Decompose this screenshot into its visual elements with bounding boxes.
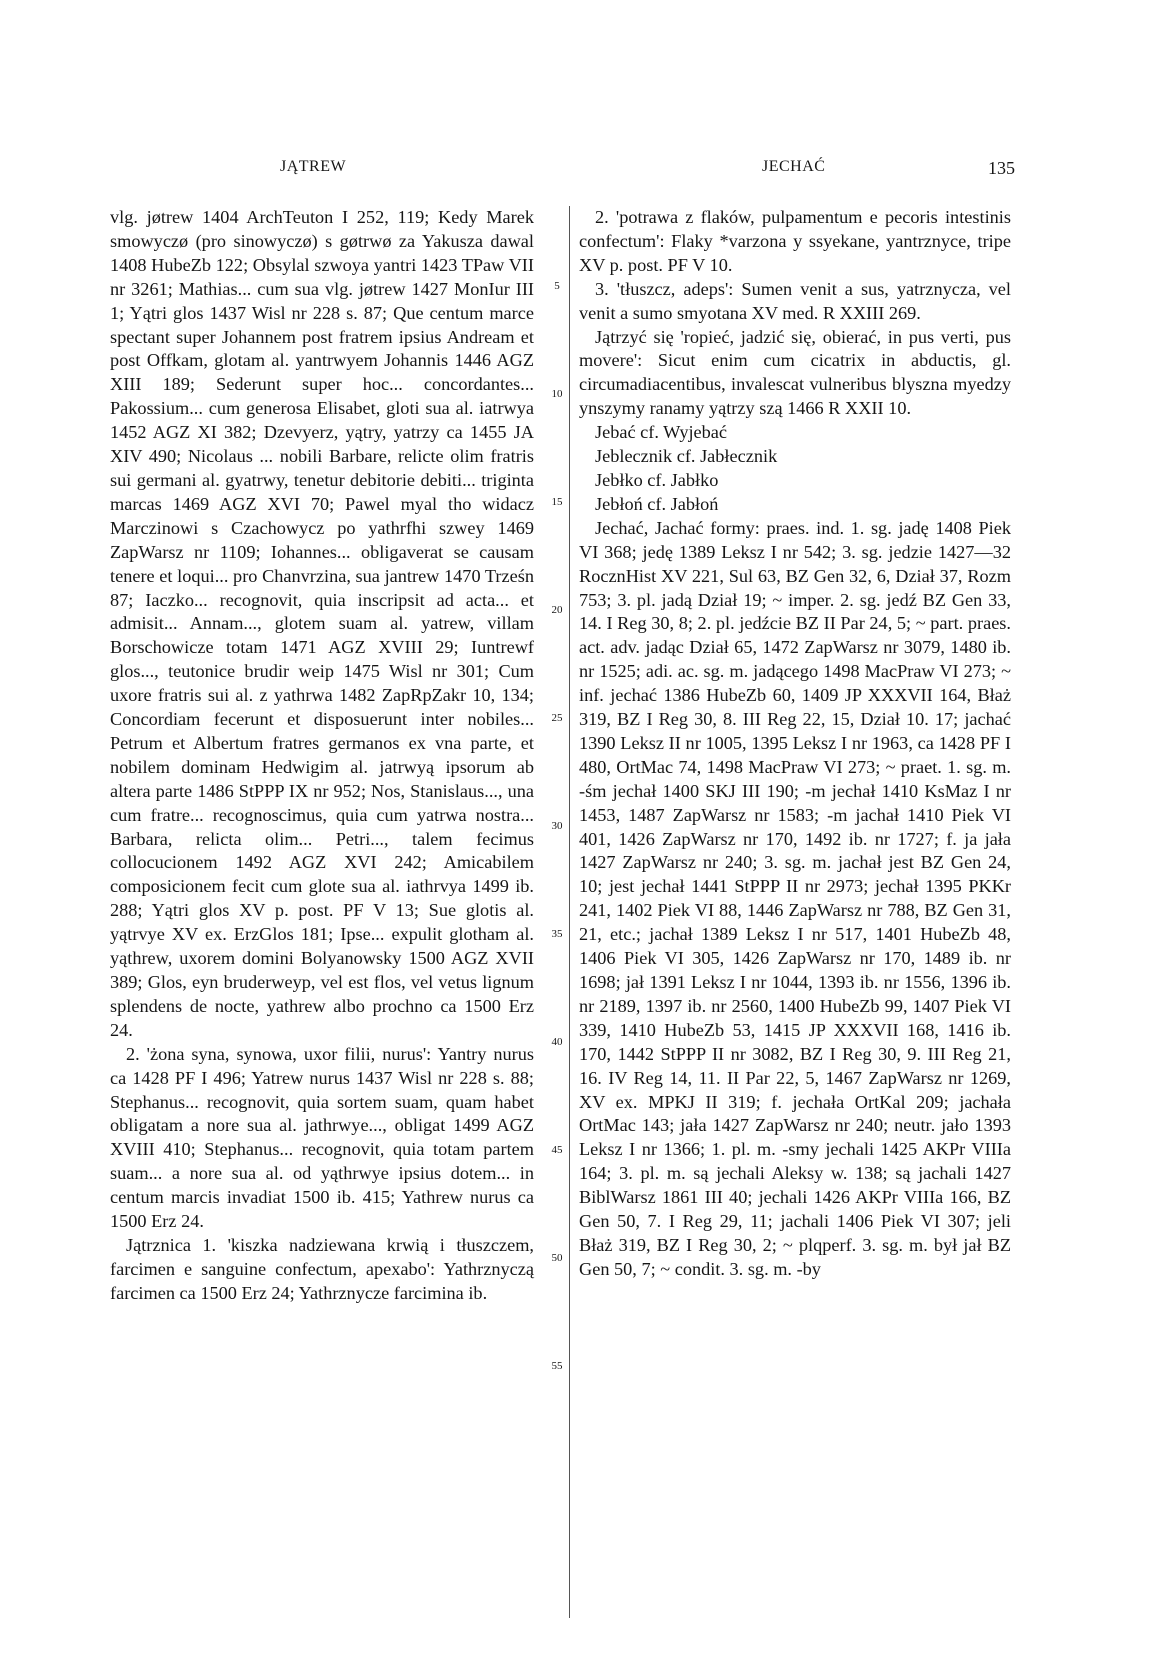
xref-jeblecznik: Jeblecznik cf. Jabłecznik bbox=[595, 446, 778, 467]
line-number: 50 bbox=[551, 1252, 563, 1264]
entry-jatrzyc-sie: Jątrzyć się 'ropieć, jadzić się, obierać, in pus verti, pus movere': Sicut enim cum cicatrix in abductis, gl. circumadiacentibus, invalescat vulneribus blyszna myedzy ynszymy ranamy yątrzy szą 1466 R XXII 10. bbox=[579, 326, 1011, 419]
line-number: 45 bbox=[551, 1144, 563, 1156]
entry-jatrznica-sense-2: 2. 'potrawa z flaków, pulpamentum e pecoris intestinis confectum': Flaky *varzona y ssyekane, yantrznyce, tripe XV p. post. PF V 10. bbox=[579, 207, 1011, 275]
line-number: 5 bbox=[554, 280, 560, 292]
right-column bbox=[579, 206, 1011, 1282]
xref-jeblon: Jebłoń cf. Jabłoń bbox=[595, 493, 719, 514]
line-number: 15 bbox=[551, 496, 563, 508]
line-number: 20 bbox=[551, 604, 563, 616]
entry-jatrew-sense-1: vlg. jøtrew 1404 ArchTeuton I 252, 119; Kedy Marek smowyczø (pro sinowyczø) s gøtrwø za Yakusza dawal 1408 HubeZb 122; Obsylal szwoya yantri 1423 TPaw VII nr 3261; Mathias... cum sua vlg. jøtrew 1427 MonIur III 1; Yątri glos 1437 Wisl nr 228 s. 87; Que centum marce spectant super Johannem post fratrem ipsius Andream et post Offkam, glotam al. yantrwyem Johannis 1446 AGZ XIII 189; Sederunt super hoc... concordantes... Pakossium... cum generosa Elisabet, gloti sua al. iatrwya 1452 AGZ XI 382; Dzevyerz, yątry, yatrzy ca 1455 JA XIV 490; Nicolaus ... nobili Barbare, relicte olim fratris sui germani al. gyatrwy, tenetur debitorie debiti... triginta marcas 1469 AGZ XVI 70; Pawel myal tho widacz Marczinowi s Czachowycz po yathrfhi szwey 1469 ZapWarsz nr 1109; Iohannes... obligaverat se causam tenere et loqui... pro Chanvrzina, sua jantrew 1470 Trześn 87; Iaczko... recognovit, quia inscripsit ad acta... et admisit... Annam..., glotem suam al. yatrew, villam Borschowicze totam 1471 AGZ XVIII 29; Iuntrewf glos..., teutonice brudir weip 1475 Wisl nr 301; Cum uxore fratris sui al. z yathrwa 1482 ZapRpZakr 10, 134; Concordiam fecerunt et disposuerunt inter nobiles... Petrum et Albertum fratres germanos ex vna parte, et nobilem dominam Hedwigim al. jatrwyą ipsorum ab altera parte 1486 StPPP IX nr 952; Nos, Stanislaus..., una cum fratre... recognoscimus, quia cum yatrwa nostra... Barbara, relicta olim... Petri..., talem fecimus collocucionem 1492 AGZ XVI 242; Amicabilem composicionem fecit cum glote sua al. iathrvya 1499 ib. 288; Yątri glos XV p. post. PF V 13; Sue glotis al. yątrvye XV ex. ErzGlos 181; Ipse... expulit glotham al. yąthrew, uxorem domini Bolyanowsky 1500 AGZ XVII 389; Glos, eyn bruderweyp, vel est flos, vel vetus lignum splendens de nocte, yathrew albo prochno ca 1500 Erz 24. bbox=[110, 207, 534, 1040]
line-number: 10 bbox=[551, 388, 563, 400]
line-number: 35 bbox=[551, 928, 563, 940]
entry-jechac: Jechać, Jachać formy: praes. ind. 1. sg. jadę 1408 Piek VI 368; jedę 1389 Leksz I nr 542; 3. sg. jedzie 1427—32 RocznHist XV 221, Sul 63, BZ Gen 32, 6, Dział 37, Rozm 753; 3. pl. jadą Dział 19; ~ imper. 2. sg. jedź BZ Gen 33, 14. I Reg 30, 8; 2. pl. jedźcie BZ II Par 24, 5; ~ part. praes. act. adv. jadąc Dział 65, 1472 ZapWarsz nr 3079, 1480 ib. nr 1525; adi. ac. sg. m. jadącego 1498 MacPraw VI 273; ~ inf. jechać 1386 HubeZb 60, 1409 JP XXXVII 164, Błaż 319, BZ I Reg 30, 8. III Reg 22, 15, Dział 10. 17; jachać 1390 Leksz II nr 1005, 1395 Leksz I nr 1963, ca 1428 PF I 480, OrtMac 74, 1498 MacPraw VI 273; ~ praet. 1. sg. m. -śm jechał 1400 SKJ III 190; -m jechał 1410 KsMaz I nr 1453, 1487 ZapWarsz nr 1583; -m jachał 1410 Piek VI 401, 1426 ZapWarsz nr 170, 1492 ib. nr 1727; f. ja jała 1427 ZapWarsz nr 240; 3. sg. m. jachał jest BZ Gen 24, 10; jest jechał 1441 StPPP II nr 2973; jechał 1395 PKKr 241, 1402 Piek VI 88, 1446 ZapWarsz nr 788, BZ Gen 31, 21, etc.; jachał 1389 Leksz I nr 517, 1401 HubeZb 48, 1406 Piek VI 305, 1426 ZapWarsz nr 170, 1489 ib. nr 1698; jał 1391 Leksz I nr 1044, 1393 ib. nr 1556, 1396 ib. nr 2189, 1397 ib. nr 2560, 1400 HubeZb 99, 1407 Piek VI 339, 1410 HubeZb 53, 1415 JP XXXVII 168, 1416 ib. 170, 1442 StPPP II nr 3082, BZ I Reg 30, 9. III Reg 21, 16. IV Reg 14, 11. II Par 22, 5, 1467 ZapWarsz nr 1269, XV ex. MPKJ II 319; f. jechała OrtKal 209; jachała OrtMac 143; jała 1427 ZapWarsz nr 240; neutr. jało 1393 Leksz I nr 1366; 1. pl. m. -smy jechali 1425 AKPr VIIIa 164; 3. pl. m. są jechali Aleksy w. 138; są jachali 1427 BiblWarsz 1861 III 40; jechali 1426 AKPr VIIIa 166, BZ Gen 50, 7. I Reg 29, 11; jachali 1406 Piek VI 307; jeli Błaż 319, BZ I Reg 30, 2; ~ plqperf. 3. sg. m. był jał BZ Gen 50, 7; ~ condit. 3. sg. m. -by bbox=[579, 517, 1011, 1279]
running-head bbox=[0, 158, 1150, 188]
entry-jatrznica-sense-1: Jątrznica 1. 'kiszka nadziewana krwią i tłuszczem, farcimen e sanguine confectum, apexabo': Yathrznyczą farcimen ca 1500 Erz 24; Yathrznycze farcimina ib. bbox=[110, 1234, 534, 1303]
xref-jeblko: Jebłko cf. Jabłko bbox=[595, 469, 719, 490]
page-number: 135 bbox=[988, 158, 1015, 178]
line-number: 55 bbox=[551, 1360, 563, 1372]
left-column bbox=[110, 206, 534, 1306]
line-number: 40 bbox=[551, 1036, 563, 1048]
column-divider bbox=[569, 206, 570, 1618]
xref-jebac: Jebać cf. Wyjebać bbox=[595, 422, 728, 443]
header-left-headword: JĄTREW bbox=[280, 158, 347, 175]
line-number: 30 bbox=[551, 820, 563, 832]
entry-jatrznica-sense-3: 3. 'tłuszcz, adeps': Sumen venit a sus, yatrznycza, vel venit a sumo smyotana XV med. R XXIII 269. bbox=[579, 278, 1011, 323]
header-right-headword: JECHAĆ bbox=[762, 158, 826, 175]
line-number: 25 bbox=[551, 712, 563, 724]
entry-jatrew-sense-2: 2. 'żona syna, synowa, uxor filii, nurus': Yantry nurus ca 1428 PF I 496; Yatrew nurus 1437 Wisl nr 228 s. 88; Stephanus... recognovit, quia sortem suam, quam habet obligatam a nore sua al. jathrwye..., obligat 1499 AGZ XVIII 410; Stephanus... recognovit, quia totam partem suam... a nore sua al. od yąthrwye ipsius dotem... in centum marcis invadiat 1500 ib. 415; Yathrew nurus ca 1500 Erz 24. bbox=[110, 1043, 534, 1232]
